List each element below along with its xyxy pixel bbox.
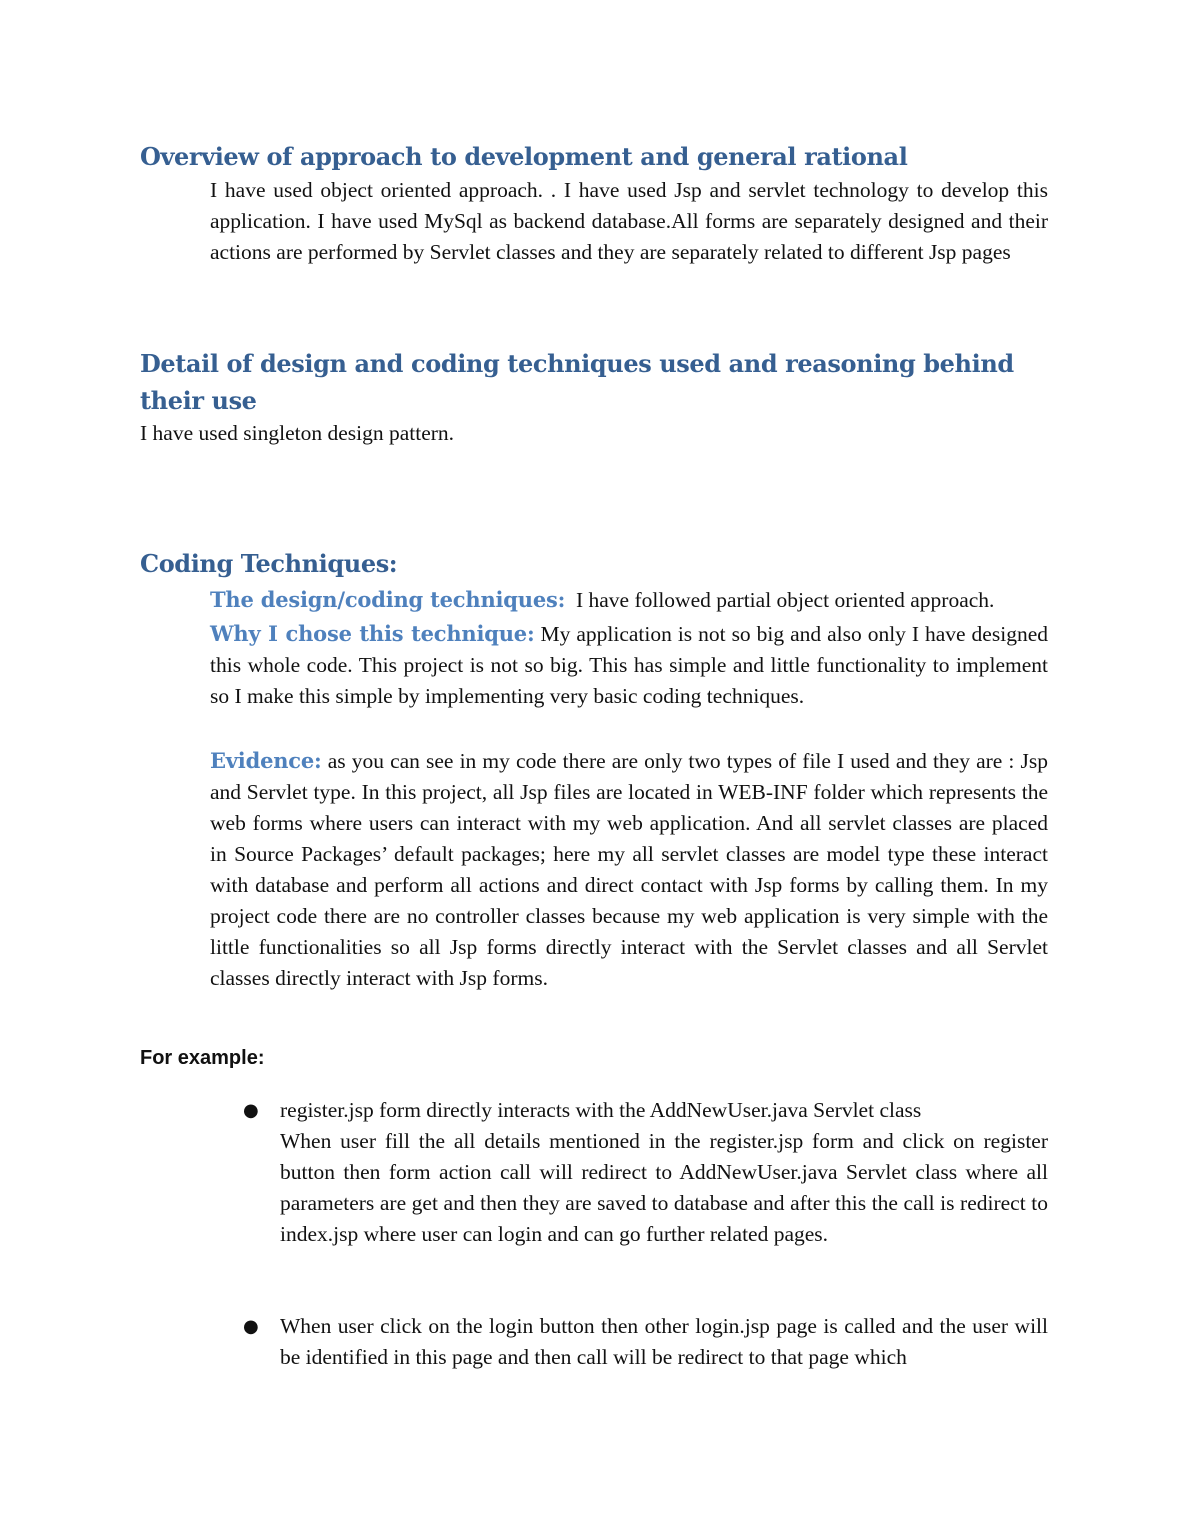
evidence-text: as you can see in my code there are only two types of file I used and they are : Jsp and Servlet type. In this project, all Jsp files are located in WEB-INF folder which represents the web forms where users can interact with my web application. And all servlet classes are placed in Source Packages’ default packages; here my all servlet classes are model type these interact with database and perform all actions and direct contact with Jsp forms by calling them. In my project code there are no controller classes because my web application is very simple with the little functionalities so all Jsp forms directly interact with the Servlet classes and all Servlet classes directly interact with Jsp forms. — [210, 749, 1048, 990]
evidence-paragraph — [210, 745, 1048, 994]
detail-paragraph: I have used singleton design pattern. — [140, 421, 455, 445]
for-example-label: For example: — [140, 1047, 265, 1069]
why-technique-paragraph — [210, 618, 1048, 712]
design-technique-text: I have followed partial object oriented approach. — [575, 588, 995, 612]
overview-heading: Overview of approach to development and general rational — [140, 142, 908, 171]
bullet-text: When user click on the login button then other login.jsp page is called and the user will be identified in this page and then call will be redirect to that page which — [280, 1314, 1048, 1369]
bullet-icon: ● — [243, 1100, 259, 1121]
evidence-label: Evidence: — [210, 748, 322, 773]
bullet-text: When user fill the all details mentioned in the register.jsp form and click on register button then form action call will redirect to AddNewUser.java Servlet class where all parameters are get and then they are saved to database and after this the call is redirect to index.jsp where user can login and can go further related pages. — [280, 1129, 1048, 1246]
bullet-icon: ● — [243, 1316, 259, 1337]
why-technique-label: Why I chose this technique: — [210, 621, 535, 646]
overview-paragraph: I have used object oriented approach. . I have used Jsp and servlet technology to develop this application. I have used MySql as backend database.All forms are separately designed and their actions are performed by Servlet classes and they are separately related to different Jsp pages — [210, 178, 1048, 264]
bullet-line: register.jsp form directly interacts with the AddNewUser.java Servlet class — [280, 1098, 922, 1122]
coding-heading: Coding Techniques: — [140, 549, 398, 578]
design-technique-label: The design/coding techniques: — [210, 587, 566, 612]
why-technique-text: My application is not so big and also only I have designed this whole code. This project is not so big. This has simple and little functionality to implement so I make this simple by implementing very basic coding techniques. — [210, 622, 1048, 708]
detail-heading: Detail of design and coding techniques used and reasoning behind their use — [140, 349, 1014, 415]
design-technique-paragraph — [210, 584, 1048, 616]
